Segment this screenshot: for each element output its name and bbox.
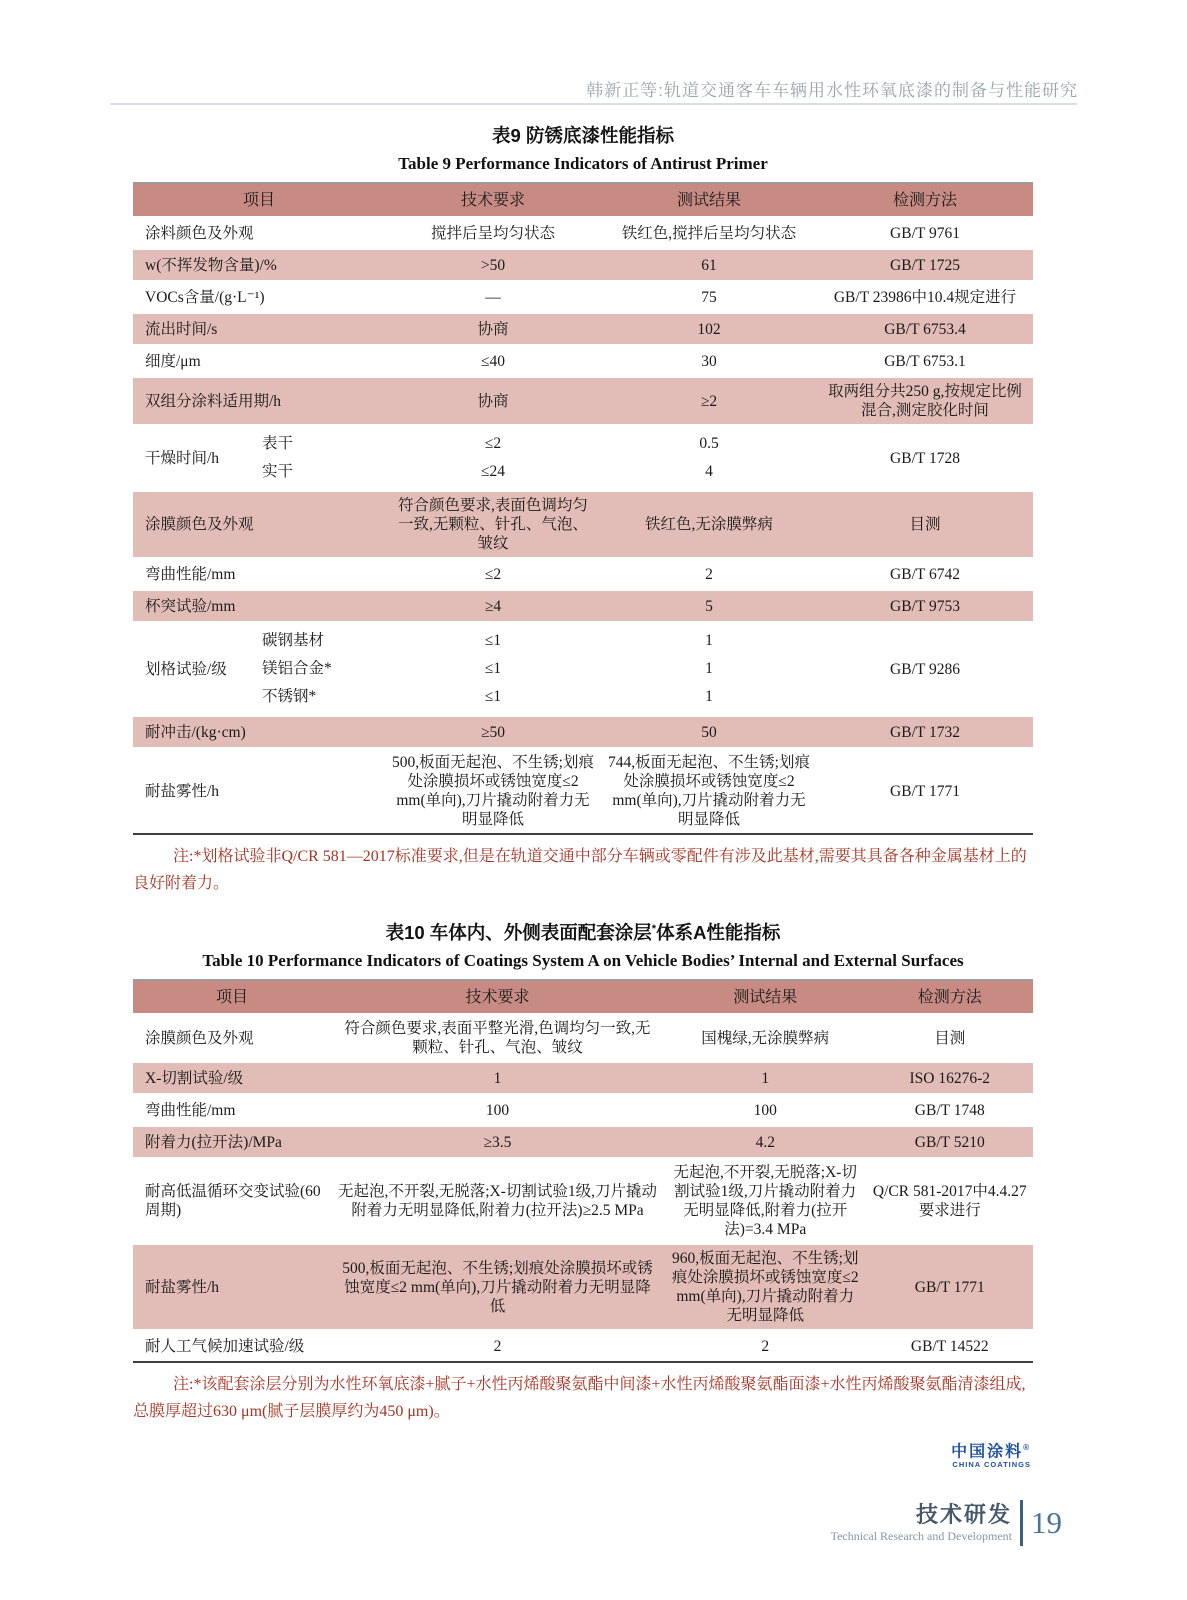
table-cell-line: 表干 xyxy=(262,435,294,452)
table-cell: GB/T 9286 xyxy=(890,660,960,678)
table-cell: 双组分涂料适用期/h xyxy=(145,392,282,410)
table-cell: 2 xyxy=(761,1337,770,1355)
logo-en-text: CHINA COATINGS xyxy=(952,1460,1031,1470)
table-cell: 960,板面无起泡、不生锈;划痕处涂膜损坏或锈蚀宽度≤2 mm(单向),刀片撬动附着力无明显降低 xyxy=(671,1250,859,1325)
table-cell: 铁红色,无涂膜弊病 xyxy=(645,516,773,533)
table-cell: 耐人工气候加速试验/级 xyxy=(145,1337,305,1355)
table-cell: 2 xyxy=(493,1337,502,1355)
column-header-cell: 测试结果 xyxy=(733,988,798,1006)
table-row xyxy=(133,589,1033,621)
table-cell: 弯曲性能/mm xyxy=(145,1101,236,1119)
table-cell: 干燥时间/h xyxy=(145,449,220,467)
column-header-cell: 检测方法 xyxy=(917,988,982,1006)
table-cell: GB/T 5210 xyxy=(914,1133,985,1151)
table-cell-line: 1 xyxy=(705,688,713,705)
table-cell: ≥2 xyxy=(700,392,718,410)
table-header-row xyxy=(133,184,1033,216)
table-cell-line: ≤1 xyxy=(484,632,502,649)
table-cell: 2 xyxy=(705,565,713,583)
table-cell: 50 xyxy=(701,723,717,741)
table-cell: GB/T 6753.4 xyxy=(884,320,966,338)
table-cell: 75 xyxy=(701,288,717,306)
table-cell: 无起泡,不开裂,无脱落;X-切割试验1级,刀片撬动附着力无明显降低,附着力(拉开法)≥2.5 MPa xyxy=(337,1183,658,1220)
table-cell: 4.2 xyxy=(755,1133,775,1151)
table-row xyxy=(133,621,1033,715)
table-cell: 30 xyxy=(701,352,717,370)
table10-title-prefix: 表10 车体内、外侧表面配套涂层 xyxy=(385,922,652,944)
table-cell: 1 xyxy=(761,1069,770,1087)
table-cell: 无起泡,不开裂,无脱落;X-切割试验1级,刀片撬动附着力无明显降低,附着力(拉开法)=3.4 MPa xyxy=(673,1164,857,1239)
spacer xyxy=(133,897,1033,915)
table-row xyxy=(133,216,1033,248)
table-cell: ISO 16276-2 xyxy=(909,1069,990,1087)
table-row xyxy=(133,312,1033,344)
table9-title-en: Table 9 Performance Indicators of Antirust Primer xyxy=(398,154,768,173)
table-cell-line: 不锈钢* xyxy=(262,688,317,705)
table-cell: GB/T 1728 xyxy=(890,449,960,467)
table-cell-line: 碳钢基材 xyxy=(262,632,325,649)
table9-note: 注:*划格试验非Q/CR 581—2017标准要求,但是在轨道交通中部分车辆或零配件有涉及此基材,需要其具备各种金属基材上的良好附着力。 xyxy=(133,848,1027,892)
table-cell: 符合颜色要求,表面平整光滑,色调均匀一致,无颗粒、针孔、气泡、皱纹 xyxy=(344,1020,651,1057)
table-cell: >50 xyxy=(480,256,506,274)
table-cell-line: ≤2 xyxy=(484,435,502,452)
table-row xyxy=(133,280,1033,312)
table-cell-line: 镁铝合金* xyxy=(262,660,332,677)
table-cell: 500,板面无起泡、不生锈;划痕处涂膜损坏或锈蚀宽度≤2 mm(单向),刀片撬动附着力无明显降低 xyxy=(392,754,594,828)
table-cell xyxy=(601,426,817,490)
table-row xyxy=(133,1243,1033,1329)
table-row xyxy=(133,424,1033,490)
table-row xyxy=(133,557,1033,589)
table-cell-line: 0.5 xyxy=(699,435,719,452)
page-footer xyxy=(831,1500,1062,1546)
table-cell-line: 1 xyxy=(705,660,713,677)
table9 xyxy=(133,182,1033,835)
table10-title-suffix: 体系A性能指标 xyxy=(656,922,781,944)
table-cell: GB/T 1732 xyxy=(890,723,960,741)
table-cell: 耐盐雾性/h xyxy=(145,1278,220,1296)
table10-note: 注:*该配套涂层分别为水性环氧底漆+腻子+水性丙烯酸聚氨酯中间漆+水性丙烯酸聚氨酯面漆+水性丙烯酸聚氨酯清漆组成,总膜厚超过630 μm(腻子层膜厚约为450 μm)。 xyxy=(133,1376,1026,1421)
table-cell: 搅拌后呈均匀状态 xyxy=(430,224,555,242)
table-cell: 耐冲击/(kg·cm) xyxy=(145,723,246,741)
table-row xyxy=(133,376,1033,424)
table-cell: 744,板面无起泡、不生锈;划痕处涂膜损坏或锈蚀宽度≤2 mm(单向),刀片撬动附着力无明显降低 xyxy=(608,754,810,828)
table-cell: 涂膜颜色及外观 xyxy=(145,1029,254,1047)
table-cell: 5 xyxy=(705,597,713,615)
table-cell-line: 1 xyxy=(705,632,713,649)
table-cell: GB/T 1725 xyxy=(890,256,960,274)
table-cell: 取两组分共250 g,按规定比例混合,测定胶化时间 xyxy=(828,383,1022,419)
table-cell: ≤2 xyxy=(484,565,502,583)
table-cell: 细度/μm xyxy=(145,352,201,370)
column-header-cell: 测试结果 xyxy=(676,191,741,209)
table-cell: GB/T 6742 xyxy=(890,565,960,583)
table-cell: GB/T 6753.1 xyxy=(884,352,966,370)
table-row xyxy=(133,1013,1033,1061)
table-cell: Q/CR 581-2017中4.4.27要求进行 xyxy=(872,1183,1027,1220)
table-header-row xyxy=(133,981,1033,1013)
table-row xyxy=(133,344,1033,376)
table-cell: 1 xyxy=(493,1069,502,1087)
table-cell: ≥50 xyxy=(480,723,505,741)
table-row xyxy=(133,747,1033,833)
table-cell: ≤40 xyxy=(480,352,505,370)
table-cell: 杯突试验/mm xyxy=(145,597,236,615)
table-cell-line: 实干 xyxy=(262,463,294,480)
table-cell: GB/T 1771 xyxy=(914,1278,985,1296)
table-cell: 61 xyxy=(701,256,717,274)
table-cell: VOCs含量/(g·L⁻¹) xyxy=(145,288,265,306)
table-cell: 国槐绿,无涂膜弊病 xyxy=(701,1029,830,1047)
table-cell: 目测 xyxy=(909,516,941,533)
registered-mark-icon: ® xyxy=(1023,1443,1031,1453)
table-cell: 500,板面无起泡、不生锈;划痕处涂膜损坏或锈蚀宽度≤2 mm(单向),刀片撬动附着力无明显降低 xyxy=(342,1259,653,1315)
table-cell: 100 xyxy=(753,1101,777,1119)
table9-title-cn: 表9 防锈底漆性能指标 xyxy=(492,125,674,146)
table-cell: 弯曲性能/mm xyxy=(145,565,236,583)
column-header-cell: 项目 xyxy=(215,988,248,1006)
table-cell: 铁红色,搅拌后呈均匀状态 xyxy=(621,224,797,242)
table10-title-cn xyxy=(133,915,1033,947)
table-cell: 涂料颜色及外观 xyxy=(145,224,254,242)
table-row xyxy=(133,1157,1033,1243)
running-head: 韩新正等:轨道交通客车车辆用水性环氧底漆的制备与性能研究 xyxy=(586,81,1078,100)
table-cell-line: ≤1 xyxy=(484,688,502,705)
column-header-cell: 检测方法 xyxy=(892,191,957,209)
table-cell: 涂膜颜色及外观 xyxy=(145,516,254,533)
table-cell: GB/T 1771 xyxy=(890,782,960,800)
table-cell: 划格试验/级 xyxy=(145,660,227,678)
table-cell: — xyxy=(485,288,501,306)
table-cell: GB/T 9753 xyxy=(890,597,960,615)
column-header-cell: 技术要求 xyxy=(460,191,525,209)
table-cell: 100 xyxy=(485,1101,510,1119)
table-cell: 目测 xyxy=(934,1029,966,1047)
table-cell: GB/T 9761 xyxy=(890,224,960,242)
table-row xyxy=(133,715,1033,747)
page-number: 19 xyxy=(1031,1505,1062,1540)
table-cell xyxy=(250,623,385,715)
table-cell: GB/T 1748 xyxy=(914,1101,985,1119)
table-cell xyxy=(250,426,385,490)
page-content xyxy=(133,122,1033,1470)
table-cell: 流出时间/s xyxy=(145,320,218,338)
china-coatings-logo xyxy=(133,1439,1033,1470)
table-cell: 符合颜色要求,表面色调均匀一致,无颗粒、针孔、气泡、皱纹 xyxy=(398,497,588,552)
logo-cn-text: 中国涂料® xyxy=(951,1443,1031,1461)
table-cell: 协商 xyxy=(477,392,509,410)
table10-title-en: Table 10 Performance Indicators of Coatings System A on Vehicle Bodies’ Internal and External Surfaces xyxy=(202,951,964,971)
table-cell: GB/T 14522 xyxy=(910,1337,989,1355)
table-cell xyxy=(385,623,601,715)
table-cell: ≥3.5 xyxy=(483,1133,512,1151)
table-cell: ≥4 xyxy=(484,597,502,615)
header-rule xyxy=(110,103,1077,105)
column-header-cell: 项目 xyxy=(242,191,275,209)
table-cell: X-切割试验/级 xyxy=(145,1069,244,1087)
table-cell-line: ≤1 xyxy=(484,660,502,677)
table-cell-line: ≤24 xyxy=(480,463,505,480)
table-cell xyxy=(601,623,817,715)
table-cell: GB/T 23986中10.4规定进行 xyxy=(833,288,1017,306)
table-cell: 耐盐雾性/h xyxy=(145,782,220,800)
table-row xyxy=(133,490,1033,557)
table-row xyxy=(133,1125,1033,1157)
table-row xyxy=(133,248,1033,280)
column-header-cell: 技术要求 xyxy=(465,988,530,1006)
footer-section-en: Technical Research and Development xyxy=(830,1529,1012,1543)
table10 xyxy=(133,979,1033,1363)
table-row xyxy=(133,1061,1033,1093)
table-cell: 附着力(拉开法)/MPa xyxy=(145,1133,282,1151)
table-row xyxy=(133,1093,1033,1125)
table-cell: w(不挥发物含量)/% xyxy=(145,256,277,274)
footer-section xyxy=(831,1502,1012,1544)
table10-title-footnote-mark: * xyxy=(651,923,657,935)
table-cell: 102 xyxy=(697,320,721,338)
table-cell xyxy=(385,426,601,490)
table-cell-line: 4 xyxy=(705,463,713,480)
footer-section-cn: 技术研发 xyxy=(915,1502,1012,1527)
table-cell: 耐高低温循环交变试验(60周期) xyxy=(145,1183,321,1220)
footer-divider xyxy=(1020,1500,1023,1546)
table-row xyxy=(133,1329,1033,1361)
table-cell: 协商 xyxy=(477,320,509,338)
